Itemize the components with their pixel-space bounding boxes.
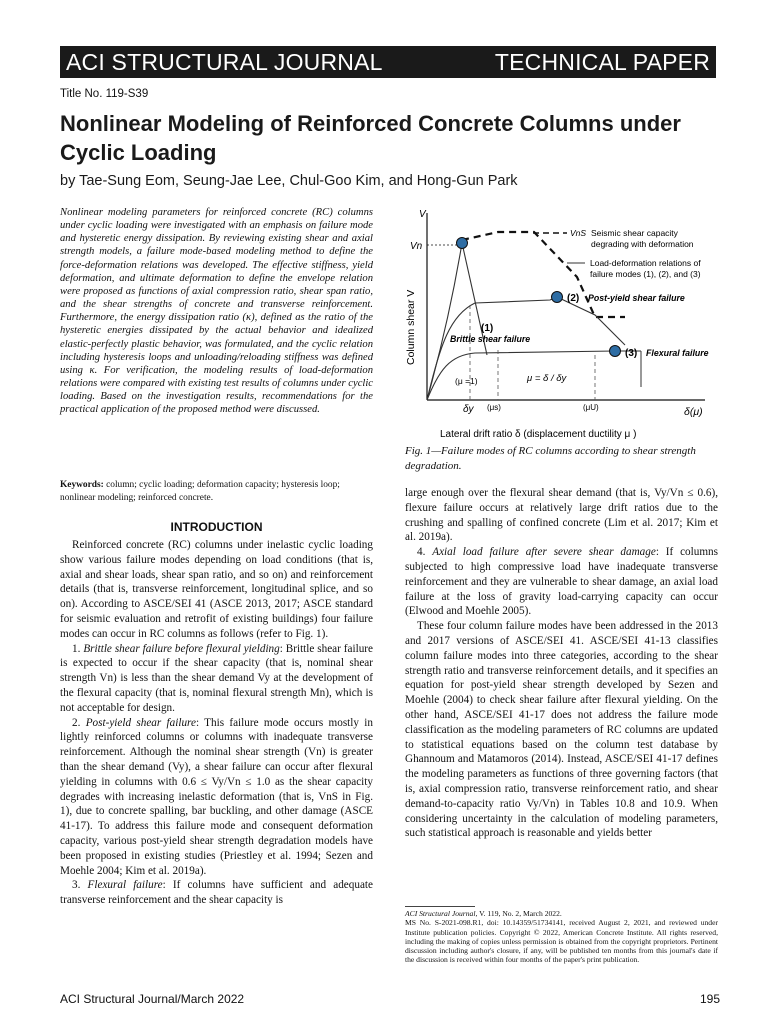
mode-3-marker bbox=[610, 346, 621, 357]
mode-3-label: Flexural failure bbox=[646, 348, 709, 358]
page-number: 195 bbox=[699, 992, 720, 1006]
paper-title: Nonlinear Modeling of Reinforced Concrete Columns under Cyclic Loading bbox=[60, 111, 681, 165]
failure-mode-1: 1. Brittle shear failure before flexural yielding: Brittle shear failure is expected to occur if the shear capacity (that is, nominal shear strength Vn) is less than the shear demand Vy at the development of the flexural capacity (that is, nominal flexural strength Mn), which is not acceptable for design. bbox=[60, 642, 373, 714]
keywords bbox=[60, 479, 373, 504]
legend-vns-text-1: Seismic shear capacity bbox=[591, 228, 678, 238]
mode-1-label: Brittle shear failure bbox=[450, 334, 531, 344]
author-list: by Tae-Sung Eom, Seung-Jae Lee, Chul-Goo Kim, and Hong-Gun Park bbox=[60, 173, 518, 189]
mu-u-label: (μU) bbox=[583, 403, 599, 412]
keywords-text: column; cyclic loading; deformation capacity; hysteresis loop; nonlinear modeling; reinforced concrete. bbox=[60, 480, 340, 503]
keywords-label: Keywords: bbox=[60, 480, 104, 490]
mode-2-label: Post-yield shear failure bbox=[588, 293, 685, 303]
footnote-journal: ACI Structural Journal bbox=[405, 909, 476, 918]
intro-paragraph-1: Reinforced concrete (RC) columns under inelastic cyclic loading show various failure modes depending on load conditions (that is, axial and shear loads, shear span ratio, and so on) and reinforcement details (that is, transverse reinforcement, longitudinal splice, and so on). According to ASCE/SEI 41 (ASCE 2013, 2017; ASCE standard for seismic evaluation and retrofit of existing buildings) four failure modes can occur in RC columns as follows (refer to Fig. 1). bbox=[60, 539, 373, 640]
failure-mode-4: 4. Axial load failure after severe shear damage: If columns subjected to high compressive load have inadequate transverse reinforcement and they are vulnerable to shear damage, an axial load failure at the loss of gravity load-carrying capacity can occur (Elwood and Moehle 2005). bbox=[405, 546, 718, 618]
failure-mode-3: 3. Flexural failure: If columns have sufficient and adequate transverse reinforcement and the shear capacity is bbox=[60, 879, 373, 907]
y-axis-label: Column shear V bbox=[405, 289, 417, 365]
mode-3-number: (3) bbox=[625, 348, 638, 359]
y-top-label: V bbox=[419, 209, 426, 220]
figure-1-failure-modes bbox=[405, 205, 720, 440]
journal-name: ACI STRUCTURAL JOURNAL bbox=[66, 49, 383, 75]
mode-1-marker bbox=[457, 238, 468, 249]
vn-label: Vn bbox=[410, 241, 423, 252]
mu-1-label: (μ =1) bbox=[455, 376, 478, 386]
footnote-issue: , V. 119, No. 2, March 2022. bbox=[475, 909, 562, 918]
figure-1-caption: Fig. 1—Failure modes of RC columns according to shear strength degradation. bbox=[405, 445, 696, 472]
failure-mode-2: 2. Post-yield shear failure: This failure mode occurs mostly in lightly reinforced columns or columns with inadequate transverse reinforcement. Although the nominal shear strength (Vn) is greater than the shear demand (Vy), a shear failure can occur after flexural yielding in columns with 0.6 ≤ Vy/Vn ≤ 1.0 as the shear capacity degrades with increasing inelastic deformation (that is, VnS in Fig. 1), due to concrete spalling, bar buckling, and other damage (ASCE 41-17). To address this failure mode and consequent deformation capacity, various post-yield shear strength degradation models have been proposed in existing studies (Priestley et al. 1994; Sezen and Moehle 2004; Kim et al. 2019a). bbox=[60, 716, 373, 877]
mode-1-number: (1) bbox=[481, 323, 494, 334]
failure-mode-4-title: Axial load failure after severe shear damage bbox=[432, 546, 656, 559]
failure-mode-1-title: Brittle shear failure before flexural yielding bbox=[83, 642, 280, 655]
delta-y-label: δy bbox=[463, 404, 474, 415]
failure-mode-3-continued: large enough over the flexural shear demand (that is, Vy/Vn ≤ 0.6), flexure failure occurs at relatively large drift ratios due to the crushing and spalling of confined concrete (Lim et al. 2017; Kim et al. 2019a). bbox=[405, 487, 718, 544]
legend-ld-text-2: failure modes (1), (2), and (3) bbox=[590, 269, 701, 279]
introduction-heading: INTRODUCTION bbox=[170, 520, 263, 534]
footer-journal: ACI Structural Journal/March 2022 bbox=[60, 992, 245, 1006]
legend-vns-text-2: degrading with deformation bbox=[591, 239, 694, 249]
mode-2-number: (2) bbox=[567, 293, 580, 304]
journal-banner bbox=[60, 46, 716, 78]
footnote-divider bbox=[405, 906, 475, 907]
x-axis-label: Lateral drift ratio δ (displacement ductility μ ) bbox=[440, 429, 637, 440]
abstract-block bbox=[60, 206, 373, 417]
body-column-left bbox=[60, 538, 373, 908]
publication-footnote bbox=[405, 909, 718, 965]
failure-mode-3-title: Flexural failure bbox=[87, 879, 163, 892]
mu-definition: μ = δ / δy bbox=[527, 373, 567, 384]
abstract-text: Nonlinear modeling parameters for reinforced concrete (RC) columns under cyclic loading were investigated with an emphasis on failure mode and hysteretic energy dissipation. By reviewing existing shear and axial strength models, a failure mode-based modeling method to define the force-deformation relations was developed. The effective stiffness, yield deformation, and ultimate deformation to define the envelope relation were proposed as functions of axial compression ratio, shear span ratio, and the shear strengths of concrete and transverse reinforcement. Furthermore, the energy dissipation ratio (κ), defined as the ratio of the hysteretic energies dissipated by the actual behavior and idealized elastic-perfectly plastic behavior, was formulated, and the cyclic relation including hysteresis loops and unloading/reloading stiffness was defined using κ. For verification, the modeling results of load-deformation relations were compared with existing test results of columns under cyclic loading. Based on the investigation results, recommendations for the practical application of the proposed method were discussed. bbox=[60, 207, 373, 416]
paper-type: TECHNICAL PAPER bbox=[494, 49, 710, 75]
footnote-text: MS No. S-2021-098.R1, doi: 10.14359/51734141, received August 2, 2021, and reviewed under Institute publication policies. Copyright © 2022, American Concrete Institute. All rights reserved, including the making of copies unless permission is obtained from the copyright proprietors. Pertinent discussion including author's closure, if any, will be published ten months from this journal's date if the discussion is received within four months of the paper's print publication. bbox=[405, 918, 718, 965]
body-column-right bbox=[405, 486, 718, 841]
mode-2-marker bbox=[552, 292, 563, 303]
intro-paragraph-asce: These four column failure modes have been addressed in the 2013 and 2017 versions of ASCE/SEI 41. ASCE/SEI 41-13 classifies column failure modes into three categories, according to the shear strength ratio and transverse reinforcement details, and it specifies an equation for post-yield shear strength developed by Sezen and Moehle (2004) to check shear failure after flexural yielding. On the other hand, ASCE/SEI 41-17 does not address the failure mode classification as the modeling parameters of RC columns are updated to statistical equations based on the column test database by Ghannoum and Matamoros (2014). Instead, ASCE/SEI 41-17 defines the modeling parameters as functions of three governing factors (that is, axial compression ratio, transverse reinforcement ratio, and shear demand-to-capacity ratio Vy/Vn) in Tables 10.8 and 10.9. When considering uncertainty in the calculation of modeling parameters, such statistical approach is reasonable and yields better bbox=[405, 620, 718, 840]
x-end-label: δ(μ) bbox=[684, 406, 703, 418]
failure-mode-2-title: Post-yield shear failure bbox=[85, 716, 196, 729]
mu-s-label: (μs) bbox=[487, 403, 501, 412]
title-number: Title No. 119-S39 bbox=[60, 88, 149, 100]
legend-ld-text-1: Load-deformation relations of bbox=[590, 258, 701, 268]
legend-vns-label: VnS bbox=[570, 228, 587, 238]
